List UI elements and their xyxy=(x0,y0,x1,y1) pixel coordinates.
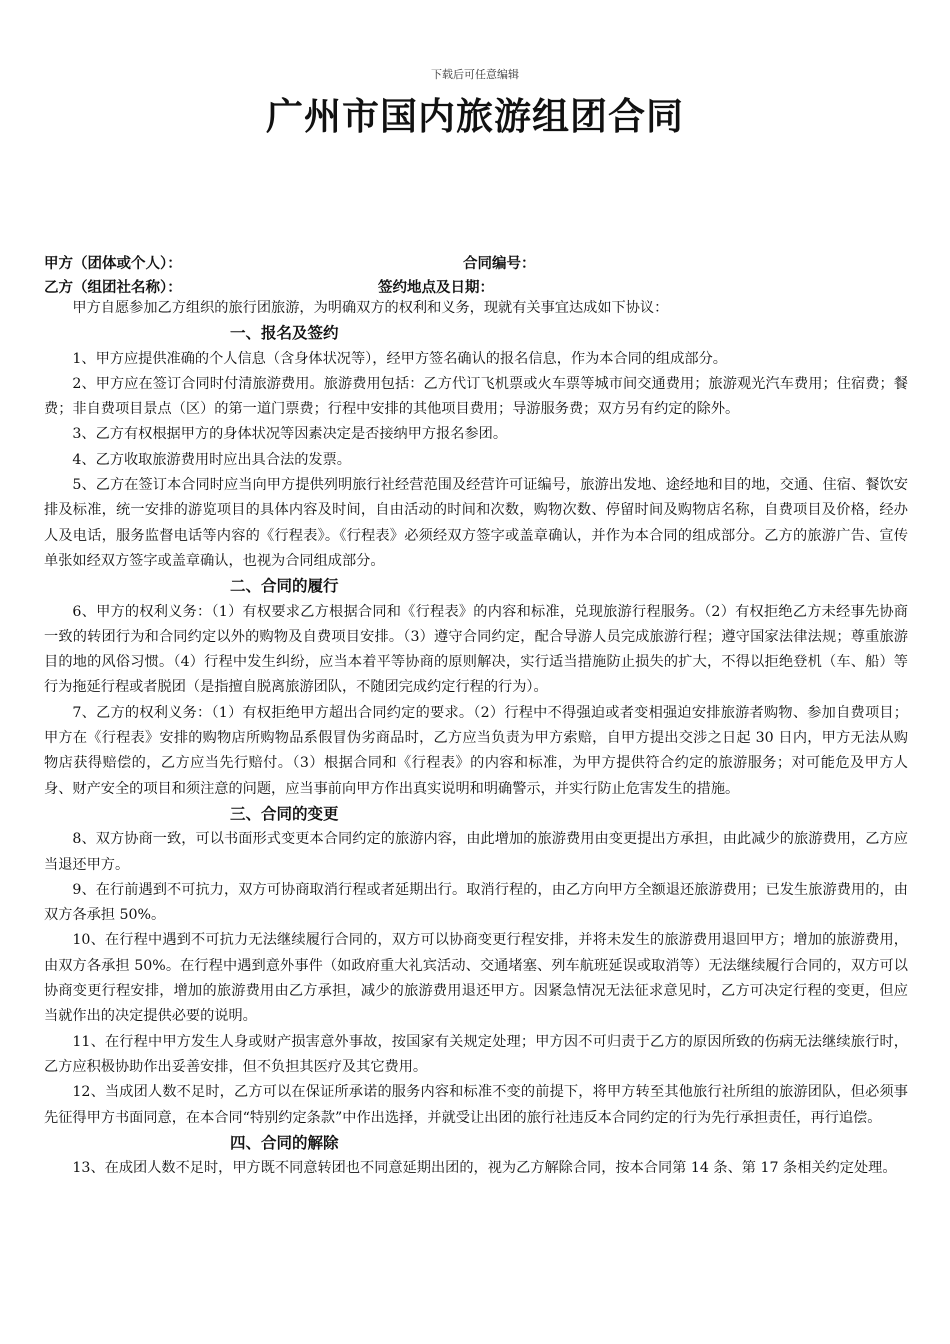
clause-paragraph: 12、当成团人数不足时，乙方可以在保证所承诺的服务内容和标准不变的前提下，将甲方转至其他旅行社所组的旅游团队，但必须事先征得甲方书面同意，在本合同“特别约定条款”中作出选择，并就受让出团的旅行社违反本合同约定的行为先行承担责任，再行追偿。 xyxy=(44,1084,908,1126)
clause-paragraph: 9、在行前遇到不可抗力，双方可协商取消行程或者延期出行。取消行程的，由乙方向甲方全额退还旅游费用；已发生旅游费用的，由双方各承担 50%。 xyxy=(44,881,908,924)
party-b-label: 乙方（组团社名称）： xyxy=(44,280,182,296)
clause-paragraph: 5、乙方在签订本合同时应当向甲方提供列明旅行社经营范围及经营许可证编号，旅游出发地、途经地和目的地，交通、住宿、餐饮安排及标准，统一安排的游览项目的具体内容及时间，自由活动的时间和次数，购物次数、停留时间及购物店名称，自费项目及价格，经办人及电话，服务监督电话等内容的《行程表》。《行程表》必须经双方签字或盖章确认，并作为本合同的组成部分。乙方的旅游广告、宣传单张如经双方签字或盖章确认，也视为合同组成部分。 xyxy=(44,477,908,569)
clause-paragraph: 3、乙方有权根据甲方的身体状况等因素决定是否接纳甲方报名参团。 xyxy=(72,426,508,443)
clause-paragraph: 2、甲方应在签订合同时付清旅游费用。旅游费用包括：乙方代订飞机票或火车票等城市间交通费用；旅游观光汽车费用；住宿费；餐费；非自费项目景点（区）的第一道门票费；行程中安排的其他项目费用；导游服务费；双方另有约定的除外。 xyxy=(44,375,908,418)
clause-paragraph: 13、在成团人数不足时，甲方既不同意转团也不同意延期出团的，视为乙方解除合同，按本合同第 14 条、第 17 条相关约定处理。 xyxy=(72,1160,897,1177)
contract-no-label: 合同编号： xyxy=(463,256,536,272)
clause-paragraph: 4、乙方收取旅游费用时应出具合法的发票。 xyxy=(72,451,351,468)
party-a-row xyxy=(44,252,914,274)
clause-paragraph: 7、乙方的权利义务：（1）有权拒绝甲方超出合同约定的要求。（2）行程中不得强迫或者变相强迫安排旅游者购物、参加自费项目；甲方在《行程表》安排的购物店所购物品系假冒伪劣商品时，乙方应当负责为甲方索赔，自甲方提出交涉之日起 30 日内，甲方无法从购物店获得赔偿的，乙方应当先行赔付。（3）根据合同和《行程表》的内容和标准，为甲方提供符合约定的旅游服务；对可能危及甲方人身、财产安全的项目和须注意的问题，应当事前向甲方作出真实说明和明确警示，并实行防止危害发生的措施。 xyxy=(44,704,908,797)
section-heading: 三、合同的变更 xyxy=(230,804,339,823)
clause-paragraph: 6、甲方的权利义务：（1）有权要求乙方根据合同和《行程表》的内容和标准，兑现旅游行程服务。（2）有权拒绝乙方未经事先协商一致的转团行为和合同约定以外的购物及自费项目安排。（3）遵守合同约定，配合导游人员完成旅游行程；遵守国家法律法规；尊重旅游目的地的风俗习惯。（4）行程中发生纠纷，应当本着平等协商的原则解决，实行适当措施防止损失的扩大，不得以拒绝登机（车、船）等行为拖延行程或者脱团（是指擅自脱离旅游团队，不随团完成约定行程的行为）。 xyxy=(44,603,908,696)
party-b-row xyxy=(44,276,914,298)
clause-paragraph: 1、甲方应提供准确的个人信息（含身体状况等），经甲方签名确认的报名信息，作为本合同的组成部分。 xyxy=(72,350,727,367)
section-heading: 一、报名及签约 xyxy=(230,324,339,343)
contract-body xyxy=(44,296,908,1181)
page-title: 广州市国内旅游组团合同 xyxy=(266,95,684,138)
clause-paragraph: 10、在行程中遇到不可抗力无法继续履行合同的，双方可以协商变更行程安排，并将未发生的旅游费用退回甲方；增加的旅游费用，由双方各承担 50%。在行程中遇到意外事件（如政府重大礼宾活动、交通堵塞、列车航班延误或取消等）无法继续履行合同的，双方可以协商变更行程安排，增加的旅游费用由乙方承担，减少的旅游费用退还甲方。因紧急情况无法征求意见时，乙方可决定行程的变更，但应当就作出的决定提供必要的说明。 xyxy=(44,932,908,1025)
party-a-label: 甲方（团体或个人）： xyxy=(44,256,182,272)
clause-paragraph: 8、双方协商一致，可以书面形式变更本合同约定的旅游内容，由此增加的旅游费用由变更提出方承担，由此减少的旅游费用，乙方应当退还甲方。 xyxy=(44,831,908,873)
section-heading: 四、合同的解除 xyxy=(230,1133,339,1152)
intro-paragraph: 甲方自愿参加乙方组织的旅行团旅游，为明确双方的权利和义务，现就有关事宜达成如下协议： xyxy=(72,300,669,316)
clause-paragraph: 11、在行程中甲方发生人身或财产损害意外事故，按国家有关规定处理；甲方因不可归责于乙方的原因所致的伤病无法继续旅行时，乙方应积极协助作出妥善安排，但不负担其医疗及其它费用。 xyxy=(44,1033,908,1075)
section-heading: 二、合同的履行 xyxy=(230,577,339,596)
header-note: 下载后可任意编辑 xyxy=(431,68,519,81)
sign-place-date-label: 签约地点及日期： xyxy=(378,280,494,296)
